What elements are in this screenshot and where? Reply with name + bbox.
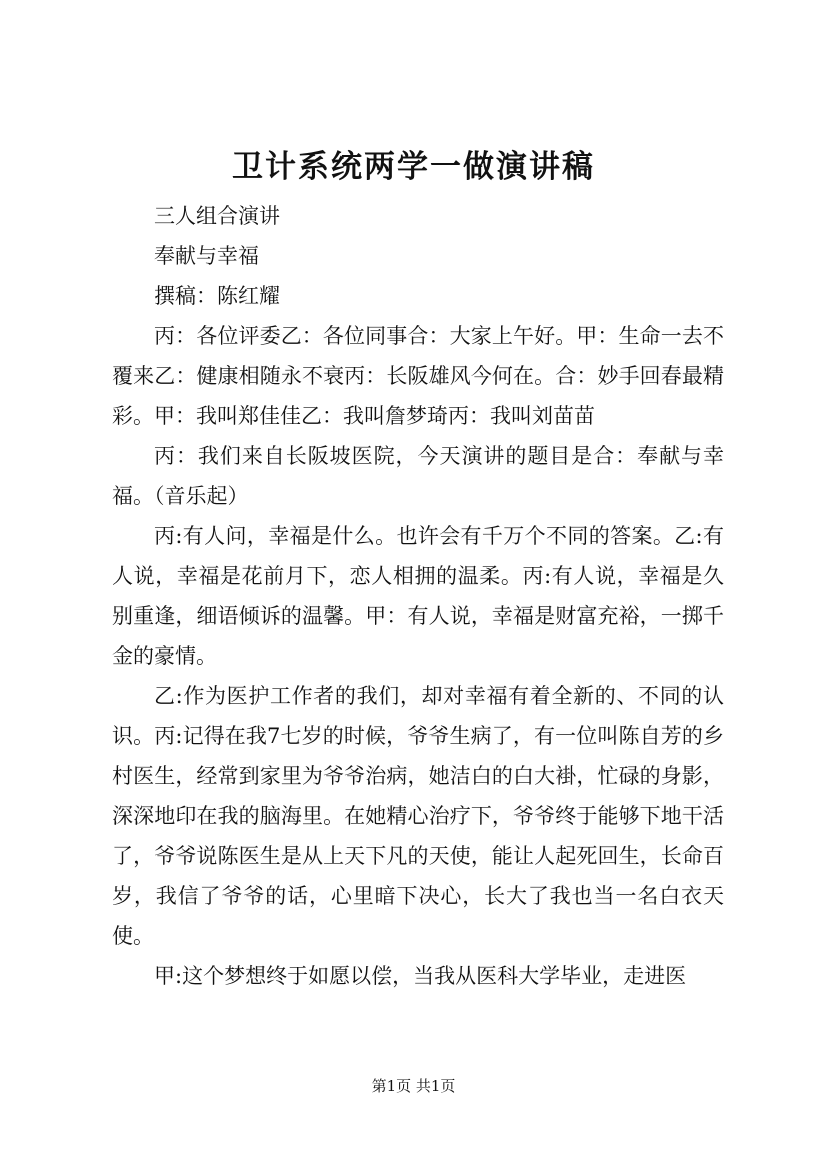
page-number-footer: 第1页 共1页 bbox=[371, 1077, 456, 1095]
document-title: 卫计系统两学一做演讲稿 bbox=[232, 149, 595, 185]
paragraph-subtitle: 三人组合演讲 bbox=[154, 204, 280, 228]
paragraph-opening-dialogue: 丙：各位评委乙：各位同事合：大家上午好。甲：生命一去不覆来乙：健康相随永不衰丙：长阪雄风今何在。合：妙手回春最精彩。甲：我叫郑佳佳乙：我叫詹梦琦丙：我叫刘苗苗 bbox=[112, 324, 724, 428]
paragraph-happiness-definitions: 丙:有人问，幸福是什么。也许会有千万个不同的答案。乙:有人说，幸福是花前月下，恋人相拥的温柔。丙:有人说，幸福是久别重逢，细语倾诉的温馨。甲：有人说，幸福是财富充裕，一掷千金的豪情。 bbox=[112, 524, 724, 668]
document-body bbox=[112, 196, 724, 996]
paragraph-introduction: 丙：我们来自长阪坡医院，今天演讲的题目是合：奉献与幸福。（音乐起） bbox=[112, 444, 724, 508]
paragraph-topic: 奉献与幸福 bbox=[154, 244, 259, 268]
paragraph-author: 撰稿：陈红耀 bbox=[154, 284, 280, 308]
paragraph-childhood-story: 乙:作为医护工作者的我们，却对幸福有着全新的、不同的认识。丙:记得在我7七岁的时候，爷爷生病了，有一位叫陈自芳的乡村医生，经常到家里为爷爷治病，她洁白的白大褂，忙碌的身影，深深地印在我的脑海里。在她精心治疗下，爷爷终于能够下地干活了，爷爷说陈医生是从上天下凡的天使，能让人起死回生，长命百岁，我信了爷爷的话，心里暗下决心，长大了我也当一名白衣天使。 bbox=[112, 684, 724, 948]
paragraph-dream-fulfilled: 甲:这个梦想终于如愿以偿，当我从医科大学毕业，走进医 bbox=[154, 964, 687, 988]
